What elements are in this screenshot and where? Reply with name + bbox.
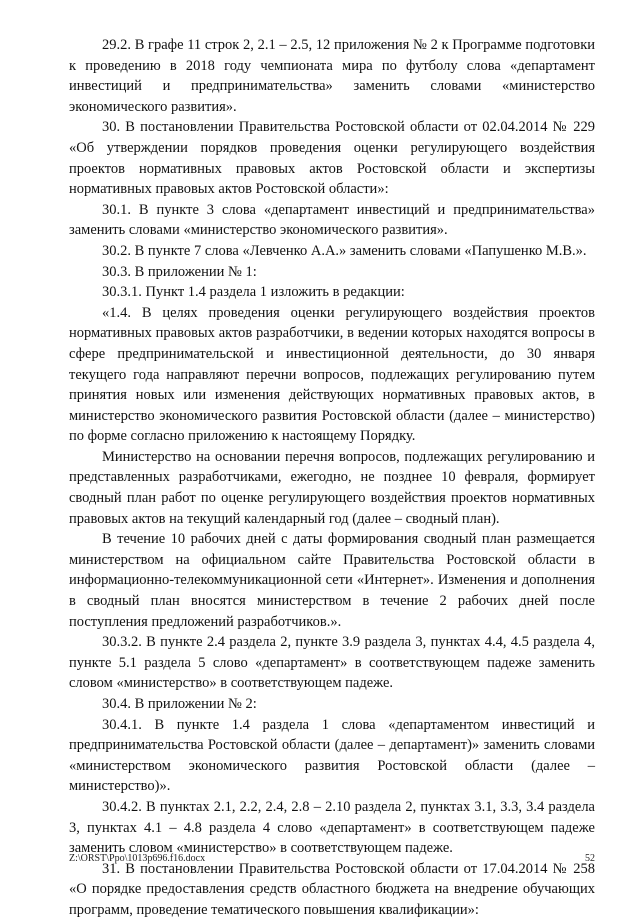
paragraph-30-3-2: 30.3.2. В пункте 2.4 раздела 2, пункте 3.9 раздела 3, пунктах 4.4, 4.5 раздела 4, пункте 5.1 раздела 5 слово «департамент» в соответствующем падеже заменить словом «министерство» в соответствующем падеже. bbox=[69, 634, 595, 692]
paragraph-30-4-1: 30.4.1. В пункте 1.4 раздела 1 слова «департаментом инвестиций и предпринимательства Ростовской области (далее – департамент)» заменить словами «министерством экономического развития Ростовской области (далее – министерство)». bbox=[69, 716, 595, 795]
paragraph-30-1: 30.1. В пункте 3 слова «департамент инвестиций и предпринимательства» заменить словами «министерство экономического развития». bbox=[69, 201, 595, 239]
page-footer bbox=[69, 853, 595, 864]
paragraph-30-3-1: 30.3.1. Пункт 1.4 раздела 1 изложить в редакции: bbox=[102, 284, 405, 301]
paragraph-30-2: 30.2. В пункте 7 слова «Левченко А.А.» заменить словами «Папушенко М.В.». bbox=[102, 242, 587, 259]
paragraph-ministry-plan: Министерство на основании перечня вопросов, подлежащих регулированию и представленных разработчиками, ежегодно, не позднее 10 февраля, формирует сводный план работ по оценке регулирующего воздействия проектов нормативных правовых актов на текущий календарный год (далее – сводный план). bbox=[69, 448, 595, 527]
paragraph-30-4-2: 30.4.2. В пунктах 2.1, 2.2, 2.4, 2.8 – 2.10 раздела 2, пунктах 3.1, 3.3, 3.4 раздела 3, пунктах 4.1 – 4.8 раздела 4 слово «департамент» в соответствующем падеже заменить словом «министерство» в соответствующем падеже. bbox=[69, 798, 595, 857]
paragraph-quote-1-4: «1.4. В целях проведения оценки регулирующего воздействия проектов нормативных правовых актов разработчики, в ведении которых находятся вопросы в сфере предпринимательской и инвестиционной деятельности, до 30 января текущего года направляют перечни вопросов, подлежащих регулированию путем принятия новых или изменения действующих нормативных правовых актов, в министерство экономического развития Ростовской области (далее – министерство) по форме согласно приложению к настоящему Порядку. bbox=[69, 304, 595, 445]
paragraph-30-4: 30.4. В приложении № 2: bbox=[102, 696, 257, 712]
page-number: 52 bbox=[585, 853, 595, 864]
paragraph-31: 31. В постановлении Правительства Ростовской области от 17.04.2014 № 258 «О порядке предоставления средств областного бюджета на внедрение обучающих программ, проведение тематического повышения квалификации»: bbox=[69, 860, 595, 918]
paragraph-plan-publication: В течение 10 рабочих дней с даты формирования сводный план размещается министерством на официальном сайте Правительства Ростовской области в информационно-телекоммуникационной сети «Интернет». Изменения и дополнения в сводный план вносятся министерством в течение 2 рабочих дней после поступления предложений разработчиков.». bbox=[69, 531, 595, 630]
document-body bbox=[69, 35, 595, 921]
paragraph-29-2: 29.2. В графе 11 строк 2, 2.1 – 2.5, 12 приложения № 2 к Программе подготовки к проведению в 2018 году чемпионата мира по футболу слова «департамент инвестиций и предпринимательства» заменить словами «министерство экономического развития». bbox=[69, 37, 595, 115]
paragraph-30-3: 30.3. В приложении № 1: bbox=[102, 263, 257, 280]
file-path: Z:\ORST\Ppo\1013p696.f16.docx bbox=[69, 853, 206, 864]
paragraph-30: 30. В постановлении Правительства Ростовской области от 02.04.2014 № 229 «Об утверждении порядков проведения оценки регулирующего воздействия проектов нормативных правовых актов Ростовской области и экспертизы нормативных правовых актов Ростовской области»: bbox=[69, 119, 595, 198]
